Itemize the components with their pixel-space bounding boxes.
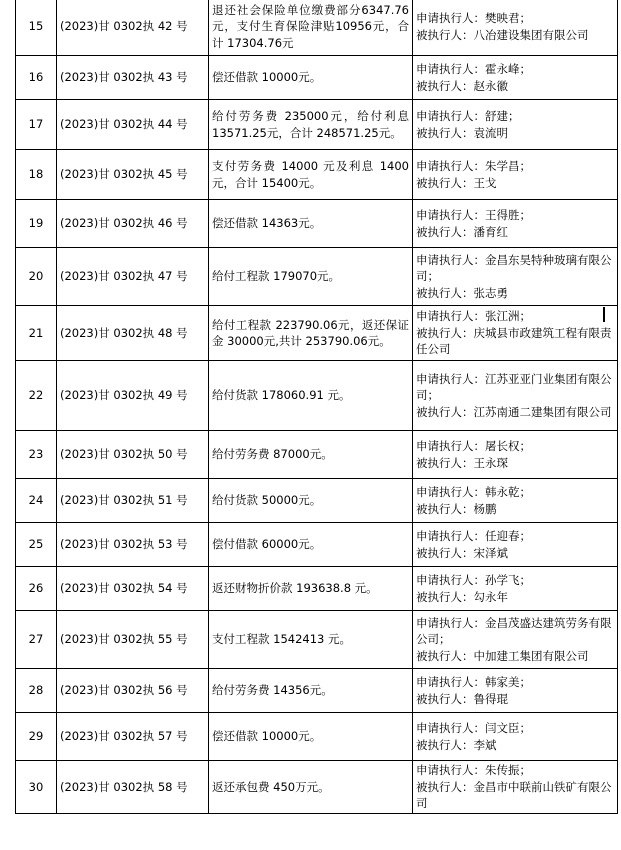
obligation-detail: 偿还借款 10000元。	[209, 56, 413, 100]
obligation-detail: 支付工程款 1542413 元。	[209, 611, 413, 669]
respondent-text: 被执行人：赵永徽	[416, 78, 508, 93]
case-number: (2023)甘 0302执 49 号	[57, 361, 209, 431]
table-row	[16, 523, 618, 567]
obligation-detail: 偿还借款 10000元。	[209, 713, 413, 761]
parties-cell	[413, 200, 618, 248]
case-number: (2023)甘 0302执 57 号	[57, 713, 209, 761]
parties-cell	[413, 306, 618, 361]
row-number: 27	[16, 611, 57, 669]
row-number: 24	[16, 479, 57, 523]
table-row	[16, 361, 618, 431]
parties-cell	[413, 248, 618, 306]
obligation-detail: 偿还借款 14363元。	[209, 200, 413, 248]
row-number: 18	[16, 150, 57, 200]
applicant-text: 申请执行人：江苏亚亚门业集团有限公司；	[416, 371, 612, 403]
table-row	[16, 479, 618, 523]
case-number: (2023)甘 0302执 50 号	[57, 431, 209, 479]
respondent-text: 被执行人：宋泽斌	[416, 545, 508, 560]
obligation-detail: 给付劳务费 87000元。	[209, 431, 413, 479]
applicant-text: 申请执行人：孙学飞；	[416, 573, 531, 587]
row-number: 20	[16, 248, 57, 306]
row-number: 17	[16, 100, 57, 150]
case-number: (2023)甘 0302执 43 号	[57, 56, 209, 100]
table-row	[16, 248, 618, 306]
obligation-detail: 给付货款 178060.91 元。	[209, 361, 413, 431]
parties-cell	[413, 713, 618, 761]
respondent-text: 被执行人：江苏南通二建集团有限公司	[416, 404, 612, 419]
row-number: 29	[16, 713, 57, 761]
parties-cell	[413, 567, 618, 611]
table-row	[16, 306, 618, 361]
applicant-text: 申请执行人：韩家美；	[416, 675, 531, 689]
table-row	[16, 200, 618, 248]
respondent-text: 被执行人：八冶建设集团有限公司	[416, 27, 589, 42]
row-number: 30	[16, 761, 57, 814]
table-row	[16, 761, 618, 814]
obligation-detail: 给付货款 50000元。	[209, 479, 413, 523]
respondent-text: 被执行人：袁流明	[416, 125, 508, 140]
table-row	[16, 713, 618, 761]
respondent-text: 被执行人：潘育红	[416, 224, 508, 239]
applicant-text: 申请执行人：王得胜；	[416, 208, 531, 222]
respondent-text: 被执行人：杨鹏	[416, 501, 497, 516]
respondent-text: 被执行人：王永琛	[416, 455, 508, 470]
row-number: 19	[16, 200, 57, 248]
obligation-detail: 给付工程款 223790.06元，返还保证金 30000元,共计 253790.06元。	[209, 306, 413, 361]
parties-cell	[413, 611, 618, 669]
table-row	[16, 567, 618, 611]
obligation-detail: 给付劳务费 235000元，给付利息13571.25元，合计 248571.25元。	[209, 100, 413, 150]
applicant-text: 申请执行人：韩永乾；	[416, 485, 531, 499]
case-number: (2023)甘 0302执 47 号	[57, 248, 209, 306]
case-number: (2023)甘 0302执 44 号	[57, 100, 209, 150]
parties-cell	[413, 100, 618, 150]
row-number: 16	[16, 56, 57, 100]
table-row	[16, 669, 618, 713]
obligation-detail: 偿付借款 60000元。	[209, 523, 413, 567]
obligation-detail: 返还财物折价款 193638.8 元。	[209, 567, 413, 611]
case-number: (2023)甘 0302执 58 号	[57, 761, 209, 814]
case-number: (2023)甘 0302执 54 号	[57, 567, 209, 611]
obligation-detail: 退还社会保险单位缴费部分6347.76元，支付生育保险津贴10956元，合计 17304.76元	[209, 0, 413, 56]
case-number: (2023)甘 0302执 45 号	[57, 150, 209, 200]
case-table-body	[16, 0, 618, 813]
obligation-detail: 给付工程款 179070元。	[209, 248, 413, 306]
respondent-text: 被执行人：勾永年	[416, 589, 508, 604]
table-row	[16, 431, 618, 479]
respondent-text: 被执行人：庆城县市政建筑工程有限责任公司	[416, 325, 612, 357]
obligation-detail: 给付劳务费 14356元。	[209, 669, 413, 713]
table-row	[16, 150, 618, 200]
applicant-text: 申请执行人：闫文臣；	[416, 721, 531, 735]
row-number: 23	[16, 431, 57, 479]
table-row	[16, 0, 618, 56]
parties-cell	[413, 0, 618, 56]
row-number: 21	[16, 306, 57, 361]
applicant-text: 申请执行人：樊映君；	[416, 11, 531, 25]
margin-mark	[603, 307, 605, 322]
parties-cell	[413, 761, 618, 814]
row-number: 15	[16, 0, 57, 56]
parties-cell	[413, 479, 618, 523]
applicant-text: 申请执行人：朱学昌；	[416, 159, 531, 173]
parties-cell	[413, 56, 618, 100]
applicant-text: 申请执行人：舒建；	[416, 109, 520, 123]
case-number: (2023)甘 0302执 51 号	[57, 479, 209, 523]
applicant-text: 申请执行人：霍永峰；	[416, 62, 531, 76]
parties-cell	[413, 669, 618, 713]
case-number: (2023)甘 0302执 42 号	[57, 0, 209, 56]
applicant-text: 申请执行人：金昌茂盛达建筑劳务有限公司；	[416, 615, 612, 647]
applicant-text: 申请执行人：张江洲；	[416, 309, 531, 324]
case-number: (2023)甘 0302执 56 号	[57, 669, 209, 713]
row-number: 25	[16, 523, 57, 567]
case-number: (2023)甘 0302执 55 号	[57, 611, 209, 669]
parties-cell	[413, 431, 618, 479]
enforcement-case-table	[15, 0, 618, 814]
applicant-text: 申请执行人：屠长权；	[416, 439, 531, 453]
parties-cell	[413, 150, 618, 200]
table-row	[16, 56, 618, 100]
applicant-text: 申请执行人：金昌东昊特种玻璃有限公司；	[416, 252, 612, 284]
respondent-text: 被执行人：中加建工集团有限公司	[416, 648, 589, 663]
table-row	[16, 611, 618, 669]
respondent-text: 被执行人：张志勇	[416, 285, 508, 300]
respondent-text: 被执行人：鲁得琨	[416, 691, 508, 706]
obligation-detail: 支付劳务费 14000 元及利息 1400元，合计 15400元。	[209, 150, 413, 200]
respondent-text: 被执行人：王戈	[416, 175, 497, 190]
case-number: (2023)甘 0302执 53 号	[57, 523, 209, 567]
applicant-text: 申请执行人：朱传振；	[416, 763, 531, 777]
table-row	[16, 100, 618, 150]
case-number: (2023)甘 0302执 46 号	[57, 200, 209, 248]
respondent-text: 被执行人：李斌	[416, 737, 497, 752]
row-number: 28	[16, 669, 57, 713]
parties-cell	[413, 361, 618, 431]
obligation-detail: 返还承包费 450万元。	[209, 761, 413, 814]
case-number: (2023)甘 0302执 48 号	[57, 306, 209, 361]
respondent-text: 被执行人：金昌市中联前山铁矿有限公司	[416, 779, 612, 810]
applicant-text: 申请执行人：任迎春；	[416, 529, 531, 543]
parties-cell	[413, 523, 618, 567]
row-number: 26	[16, 567, 57, 611]
row-number: 22	[16, 361, 57, 431]
